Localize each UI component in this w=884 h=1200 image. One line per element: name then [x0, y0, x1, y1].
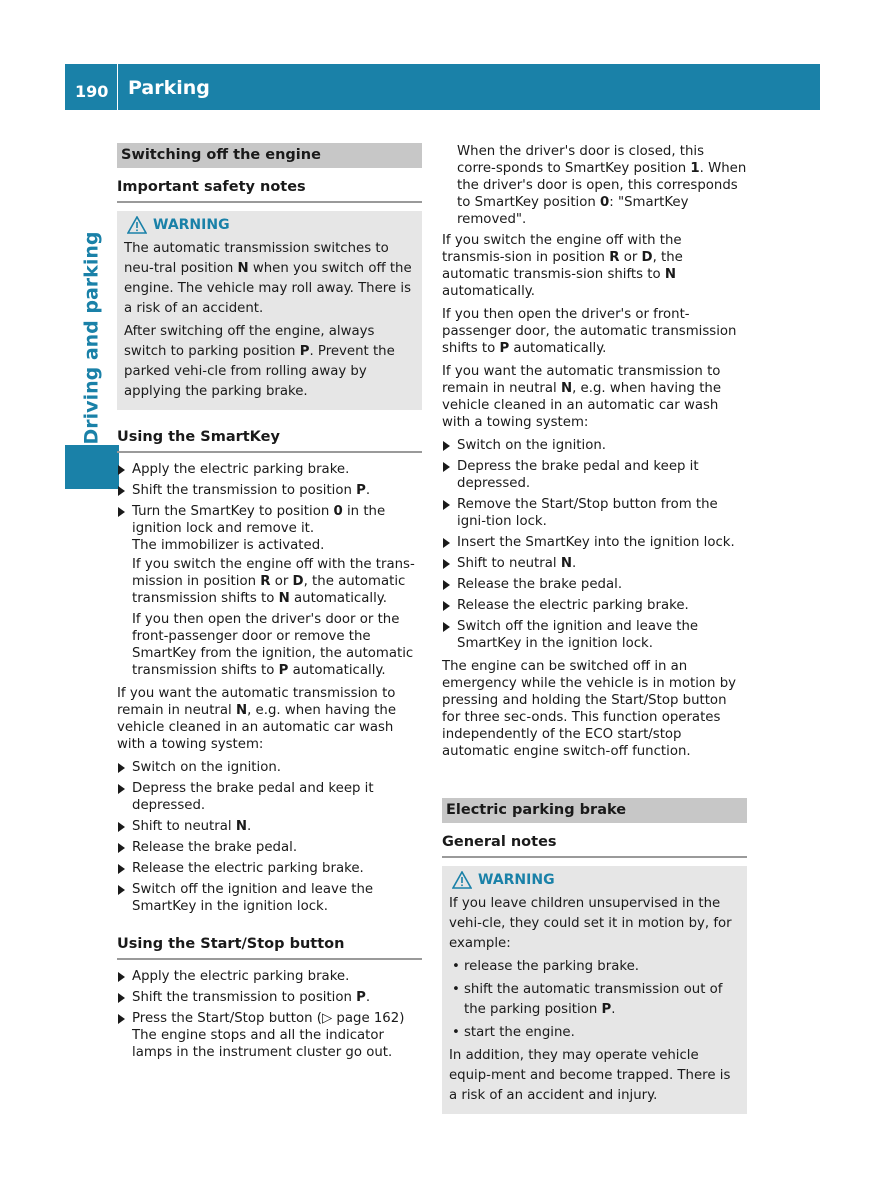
text-run: The automatic transmission switches to neu-tral position [124, 241, 389, 276]
gear-p: P [299, 344, 310, 359]
text-run: automatically. [442, 284, 535, 299]
gear-p: P [601, 1002, 612, 1017]
paragraph [442, 363, 747, 431]
gear-n: N [560, 381, 573, 396]
gear-p: P [356, 483, 366, 498]
text-run: If you want the automatic transmission to remain in neutral [442, 364, 721, 396]
subheading-general-notes: General notes [442, 833, 747, 858]
step-item: Remove the Start/Stop button from the igni-tion lock. [442, 496, 747, 530]
step-item: Switch on the ignition. [117, 759, 422, 776]
step-item [442, 555, 747, 572]
text-run: automatically. [289, 591, 387, 606]
step-note [132, 556, 422, 607]
text-run: After switching off the engine, always switch to parking position [124, 324, 375, 359]
chapter-side-label: Driving and parking [80, 231, 103, 445]
page-title: Parking [128, 77, 210, 99]
gear-r: R [260, 574, 271, 589]
text-run: Turn the SmartKey to position [132, 504, 334, 519]
text-run: If you want the automatic transmission to remain in neutral [117, 686, 396, 718]
gear-d: D [641, 250, 653, 265]
gear-n: N [237, 261, 249, 276]
text-run: when you switch off the engine. The vehicle may roll away. There is a risk of an accident. [124, 261, 412, 316]
header-divider [117, 64, 118, 110]
gear-n: N [664, 267, 677, 282]
text-run: , the automatic transmission shifts to [132, 574, 406, 606]
continued-note [442, 143, 747, 228]
step-item [117, 503, 422, 679]
step-item: Release the brake pedal. [117, 839, 422, 856]
key-position-1: 1 [690, 161, 700, 176]
gear-p: P [499, 341, 510, 356]
warning-triangle-icon [452, 871, 472, 889]
step-item: Insert the SmartKey into the ignition lock. [442, 534, 747, 551]
text-run: . [365, 990, 371, 1005]
gear-d: D [292, 574, 304, 589]
step-item: Apply the electric parking brake. [117, 461, 422, 478]
warning-label: WARNING [478, 872, 555, 888]
right-column [442, 143, 747, 1132]
step-item [117, 482, 422, 499]
subheading-start-stop: Using the Start/Stop button [117, 935, 422, 960]
bullet-item [449, 980, 740, 1020]
gear-p: P [278, 663, 289, 678]
step-item: Apply the electric parking brake. [117, 968, 422, 985]
gear-n: N [278, 591, 290, 606]
gear-n: N [560, 556, 572, 571]
text-run: . [365, 483, 371, 498]
text-run: Shift the transmission to position [132, 483, 357, 498]
warning-text [124, 239, 415, 319]
left-column [117, 143, 422, 1067]
text-run: automatically. [509, 341, 607, 356]
text-run: . Prevent the parked vehi-cle from rolling away by applying the parking brake. [124, 344, 395, 399]
text-run: If you then open the driver's door or the front-passenger door or remove the SmartKey from the ignition, the automatic transmission shifts to [132, 612, 414, 678]
text-run: Shift to neutral [457, 556, 561, 571]
warning-text [124, 322, 415, 402]
step-item: Switch off the ignition and leave the SmartKey in the ignition lock. [442, 618, 747, 652]
section-heading-parking-brake: Electric parking brake [442, 798, 747, 823]
subheading-safety-notes: Important safety notes [117, 178, 422, 203]
chapter-tab-marker [65, 445, 119, 489]
text-run: : "SmartKey removed". [457, 195, 689, 227]
text-run: The immobilizer is activated. [132, 538, 325, 553]
warning-triangle-icon [127, 216, 147, 234]
warning-text: In addition, they may operate vehicle equip-ment and become trapped. There is a risk of an accident and injury. [449, 1048, 731, 1103]
step-item: Switch on the ignition. [442, 437, 747, 454]
text-run: or [619, 250, 642, 265]
text-run: . [611, 1002, 616, 1017]
gear-r: R [609, 250, 620, 265]
bullet-item: • release the parking brake. [449, 957, 740, 977]
page-number: 190 [75, 82, 109, 101]
text-run: Shift the transmission to position [132, 990, 357, 1005]
page-header [65, 64, 820, 110]
step-item: Release the electric parking brake. [117, 860, 422, 877]
subheading-smartkey: Using the SmartKey [117, 428, 422, 453]
text-run: If you switch the engine off with the transmis-sion in position [442, 233, 682, 265]
smartkey-steps [117, 461, 422, 679]
text-run: in the ignition lock and remove it. [132, 504, 386, 536]
text-run: , e.g. when having the vehicle cleaned in an automatic car wash with a towing system: [442, 381, 722, 430]
text-run: . [571, 556, 577, 571]
warning-bullets [449, 957, 740, 1043]
step-item: Release the electric parking brake. [442, 597, 747, 614]
step-note [132, 611, 422, 679]
warning-box [442, 866, 747, 1114]
section-heading-switching-off: Switching off the engine [117, 143, 422, 168]
key-position-0: 0 [333, 504, 343, 519]
neutral-steps-start-stop [442, 437, 747, 652]
text-run: . When the driver's door is open, this corresponds to SmartKey position [457, 161, 747, 210]
step-item: Press the Start/Stop button (▷ page 162) The engine stops and all the indicator lamps in the instrument cluster go out. [117, 1010, 422, 1061]
paragraph [442, 232, 747, 300]
step-item: Release the brake pedal. [442, 576, 747, 593]
bullet-item: • start the engine. [449, 1023, 740, 1043]
warning-title [124, 215, 415, 235]
step-item: Depress the brake pedal and keep it depressed. [442, 458, 747, 492]
gear-n: N [235, 703, 248, 718]
text-run: automatically. [288, 663, 386, 678]
text-run: If you switch the engine off with the trans-mission in position [132, 557, 415, 589]
neutral-intro [117, 685, 422, 753]
gear-p: P [356, 990, 366, 1005]
start-stop-steps [117, 968, 422, 1061]
gear-n: N [235, 819, 247, 834]
text-run: If you then open the driver's or front-passenger door, the automatic transmission shifts to [442, 307, 737, 356]
warning-title [449, 870, 740, 890]
emergency-paragraph: The engine can be switched off in an emergency while the vehicle is in motion by pressing and holding the Start/Stop button for three sec-onds. This function operates independently of the ECO start/stop automatic engine switch-off function. [442, 659, 737, 759]
warning-box [117, 211, 422, 410]
text-run: or [270, 574, 293, 589]
warning-label: WARNING [153, 217, 230, 233]
text-run: , the automatic transmis-sion shifts to [442, 250, 683, 282]
text-run: Shift to neutral [132, 819, 236, 834]
text-run: shift the automatic transmission out of the parking position [464, 982, 723, 1017]
warning-text: If you leave children unsupervised in the vehi-cle, they could set it in motion by, for example: [449, 896, 732, 951]
neutral-steps [117, 759, 422, 915]
step-item: Switch off the ignition and leave the SmartKey in the ignition lock. [117, 881, 422, 915]
text-run: When the driver's door is closed, this corre-sponds to SmartKey position [457, 144, 705, 176]
step-item [117, 818, 422, 835]
paragraph [442, 306, 747, 357]
text-run: , e.g. when having the vehicle cleaned in an automatic car wash with a towing system: [117, 703, 397, 752]
key-position-0: 0 [600, 195, 610, 210]
text-run: . [246, 819, 252, 834]
step-item: Depress the brake pedal and keep it depressed. [117, 780, 422, 814]
step-item [117, 989, 422, 1006]
